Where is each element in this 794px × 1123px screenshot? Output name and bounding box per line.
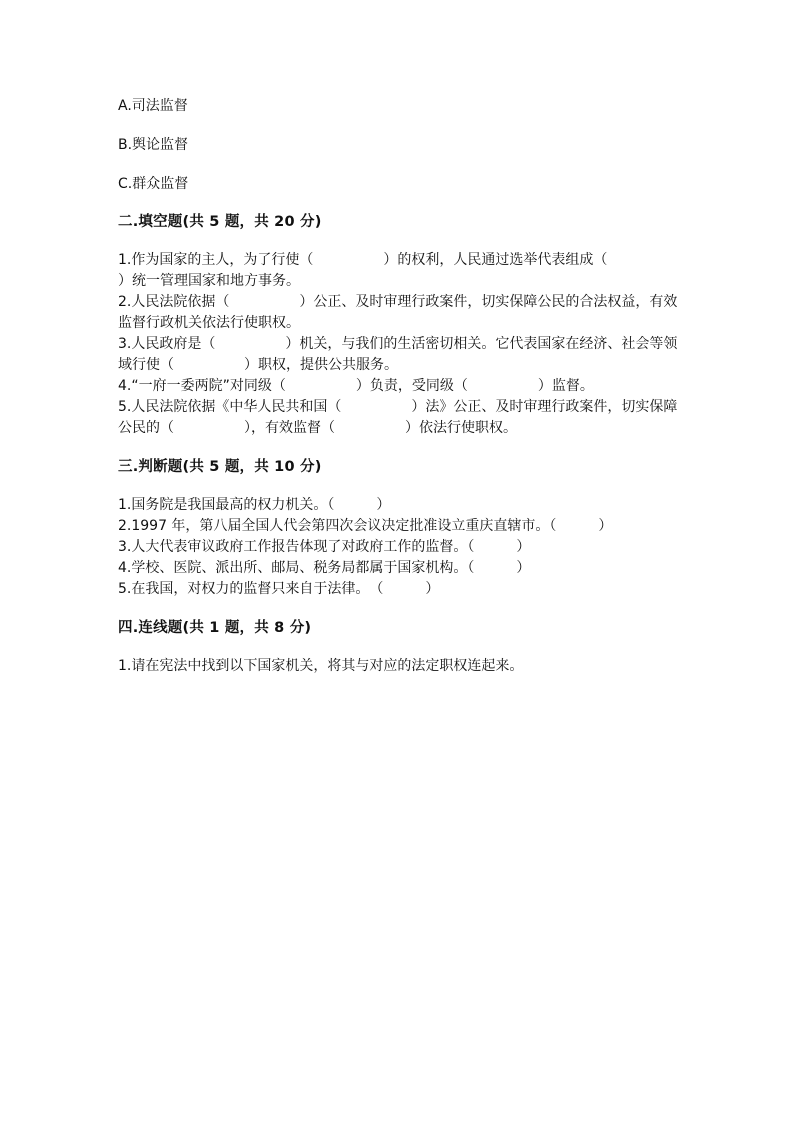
question-item: 3.人民政府是（ ）机关，与我们的生活密切相关。它代表国家在经济、社会等领域行使（ ）职权，提供公共服务。 <box>118 336 678 373</box>
question-item: 1.作为国家的主人，为了行使（ ）的权利，人民通过选举代表组成（ ）统一管理国家和地方事务。 <box>118 252 678 289</box>
question-list <box>118 495 678 600</box>
section-fill-in-blank <box>118 212 678 439</box>
question-item: 5.在我国，对权力的监督只来自于法律。 （ ） <box>118 581 440 597</box>
document-content <box>118 96 678 677</box>
question-item: 2.1997 年，第八届全国人代会第四次会议决定批准设立重庆直辖市。（ ） <box>118 518 613 534</box>
question-item: 4.学校、医院、派出所、邮局、税务局都属于国家机构。（ ） <box>118 560 531 576</box>
section-heading: 三.判断题(共 5 题，共 10 分) <box>118 459 322 475</box>
section-matching <box>118 618 678 677</box>
question-item: 5.人民法院依据《中华人民共和国（ ）法》公正、及时审理行政案件，切实保障公民的（ ），有效监督（ ）依法行使职权。 <box>118 399 678 436</box>
choice-option-c: C.群众监督 <box>118 176 189 192</box>
section-heading: 四.连线题(共 1 题，共 8 分) <box>118 620 312 636</box>
question-item: 1.请在宪法中找到以下国家机关，将其与对应的法定职权连起来。 <box>118 658 524 674</box>
section-heading: 二.填空题(共 5 题，共 20 分) <box>118 214 322 230</box>
choice-option-b: B.舆论监督 <box>118 137 189 153</box>
choice-option-a: A.司法监督 <box>118 98 188 114</box>
question-item: 3.人大代表审议政府工作报告体现了对政府工作的监督。（ ） <box>118 539 531 555</box>
question-item: 1.国务院是我国最高的权力机关。（ ） <box>118 497 391 513</box>
question-list <box>118 656 678 677</box>
question-item: 4.“一府一委两院”对同级（ ）负责，受同级（ ）监督。 <box>118 378 594 394</box>
question-list <box>118 250 678 439</box>
section-true-false <box>118 457 678 600</box>
question-item: 2.人民法院依据（ ）公正、及时审理行政案件，切实保障公民的合法权益，有效监督行政机关依法行使职权。 <box>118 294 678 331</box>
